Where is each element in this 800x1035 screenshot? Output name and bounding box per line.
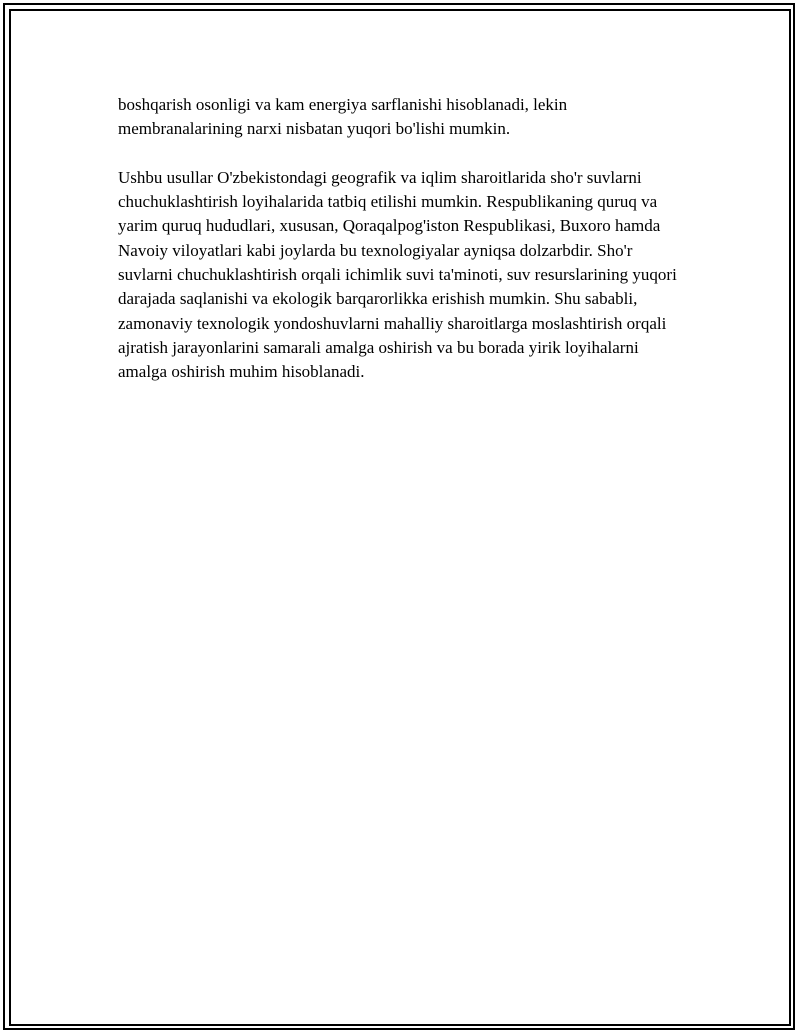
paragraph-1: boshqarish osonligi va kam energiya sarflanishi hisoblanadi, lekin membranalarining narxi nisbatan yuqori bo'lishi mumkin. <box>118 95 568 139</box>
document-body <box>118 93 688 385</box>
paragraph-2: Ushbu usullar O'zbekistondagi geografik va iqlim sharoitlarida sho'r suvlarni chuchuklashtirish loyihalarida tatbiq etilishi mumkin. Respublikaning quruq va yarim quruq hududlari, xususan, Qoraqalpog'iston Respublikasi, Buxoro hamda Navoiy viloyatlari kabi joylarda bu texnologiyalar ayniqsa dolzarbdir. Sho'r suvlarni chuchuklashtirish orqali ichimlik suvi ta'minoti, suv resurslarining yuqori darajada saqlanishi va ekologik barqarorlikka erishish mumkin. Shu sababli, zamonaviy texnologik yondoshuvlarni mahalliy sharoitlarga moslashtirish orqali ajratish jarayonlarini samarali amalga oshirish va bu borada yirik loyihalarni amalga oshirish muhim hisoblanadi. <box>118 167 677 382</box>
